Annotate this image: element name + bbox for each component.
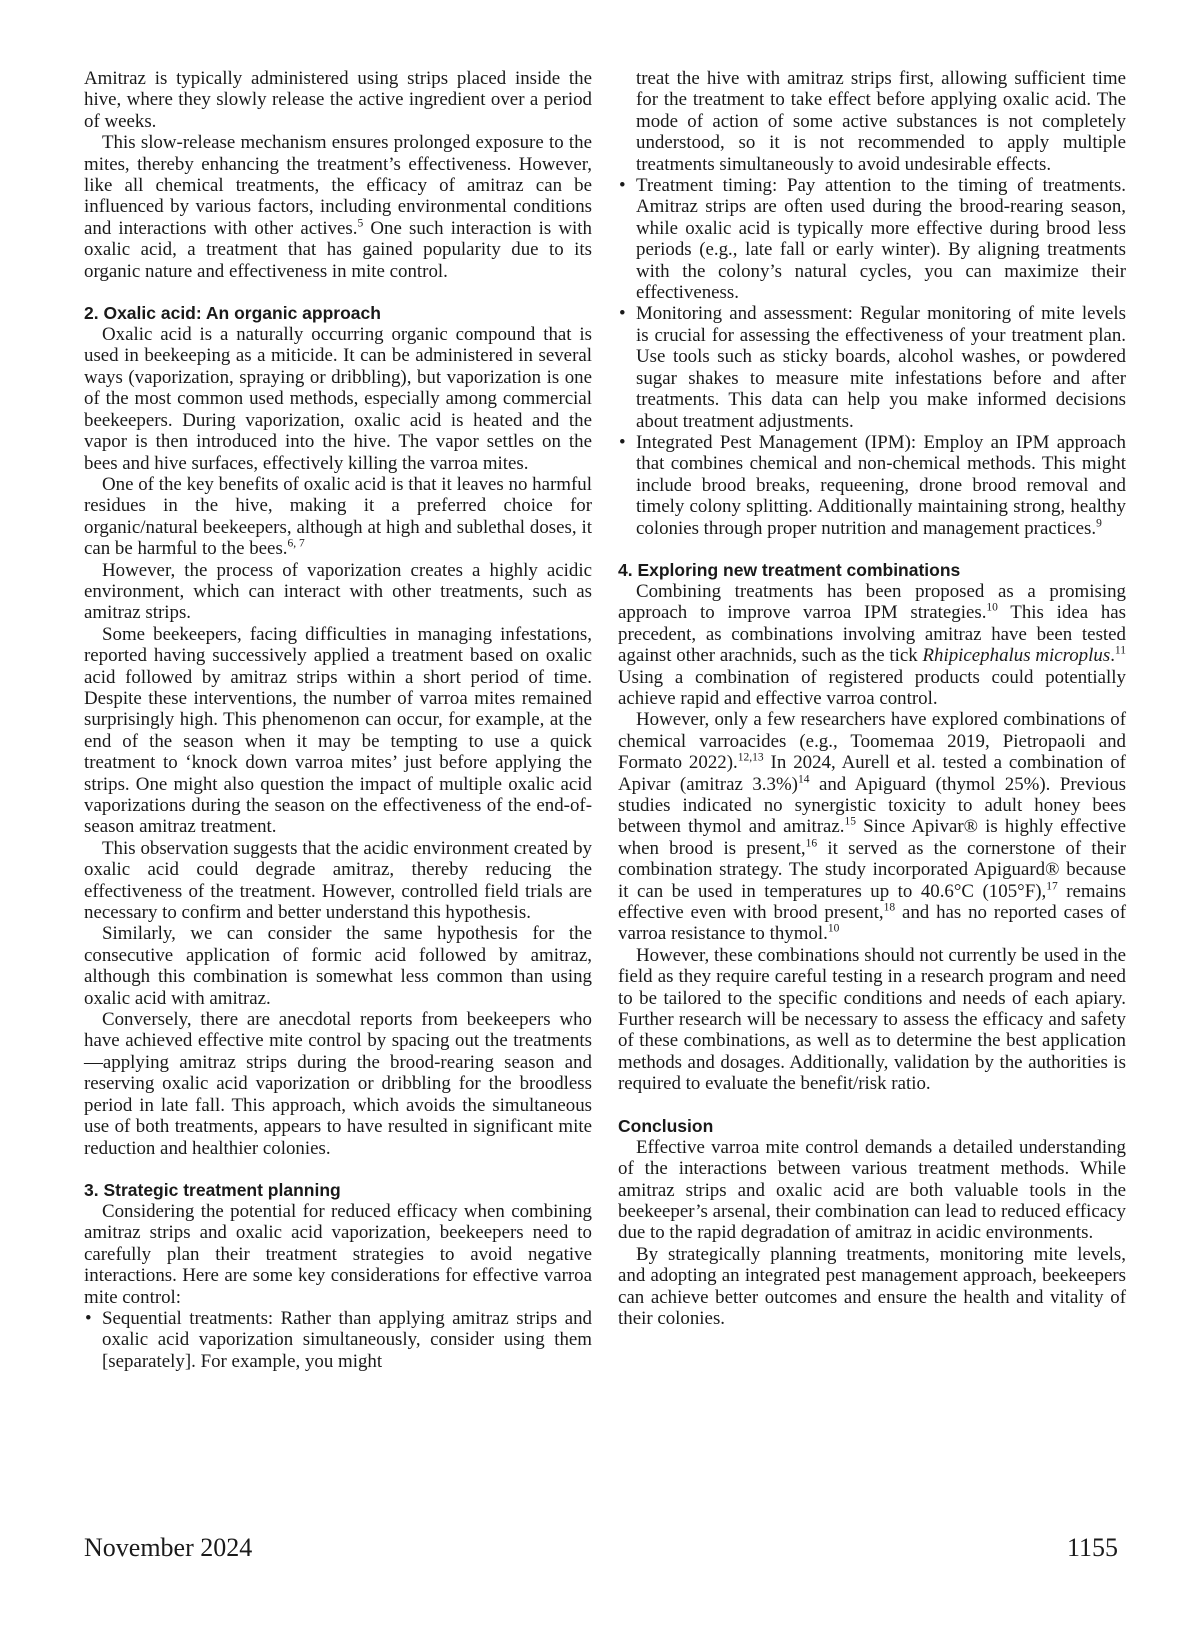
citation: 11 xyxy=(1114,644,1126,657)
citation: 15 xyxy=(844,816,856,829)
bullet-item: • Sequential treatments: Rather than applying amitraz strips and oxalic acid vaporization simultaneously, consider using them [separately]. For example, you might xyxy=(84,1308,592,1372)
paragraph: However, these combinations should not currently be used in the field as they require careful testing in a research program and need to be tailored to the specific conditions and needs of each apiary. Further research will be necessary to assess the efficacy and safety of these combinations, as well as to determine the best application methods and dosages. Additionally, validation by the authorities is required to evaluate the benefit/risk ratio. xyxy=(618,944,1126,1095)
section-heading: Conclusion xyxy=(618,1115,714,1136)
bullet-item: • Integrated Pest Management (IPM): Employ an IPM approach that combines chemical and non-chemical methods. This might include brood breaks, requeening, drone brood removal and timely colony splitting. Additionally maintaining strong, healthy colonies through proper nutrition and management practices.$^9$ xyxy=(618,432,1126,539)
citation: 9 xyxy=(1096,517,1102,530)
citation: 17 xyxy=(1046,880,1058,893)
section-heading: 2. Oxalic acid: An organic approach xyxy=(84,303,381,324)
citation: 18 xyxy=(883,901,896,914)
bullet-item: • Monitoring and assessment: Regular monitoring of mite levels is crucial for assessing the effectiveness of your treatment plan. Use tools such as sticky boards, alcohol washes, or powdered sugar shakes to measure mite infestations before and after treatments. This data can help you make informed decisions about treatment adjustments. xyxy=(618,303,1126,431)
citation: 16 xyxy=(805,837,818,850)
bullet-item: • Treatment timing: Pay attention to the timing of treatments. Amitraz strips are often used during the brood-rearing season, while oxalic acid is typically more effective during brood less periods (e.g., late fall or early winter). By aligning treatments with the colony’s natural cycles, you can maximize their effectiveness. xyxy=(618,175,1126,303)
paragraph: Oxalic acid is a naturally occurring organic compound that is used in beekeeping as a miticide. It can be administered in several ways (vaporization, spraying or dribbling), but vaporization is one of the most common used methods, especially among commercial beekeepers. During vaporization, oxalic acid is heated and the vapor is then introduced into the hive. The vapor settles on the bees and hive surfaces, effectively killing the varroa mites. xyxy=(84,324,592,474)
citation: 14 xyxy=(797,773,810,786)
citation: 5 xyxy=(357,217,364,230)
paragraph: Conversely, there are anecdotal reports from beekeepers who have achieved effective mite control by spacing out the treatments—applying amitraz strips during the brood-rearing season and reserving oxalic acid vaporization or dribbling for the broodless period in late fall. This approach, which avoids the simultaneous use of both treatments, appears to have resulted in significant mite reduction and healthier colonies. xyxy=(84,1009,592,1159)
issue-date: November 2024 xyxy=(84,1533,253,1562)
citation: 10 xyxy=(986,602,998,615)
left-column xyxy=(84,68,592,1372)
paragraph: By strategically planning treatments, monitoring mite levels, and adopting an integrated pest management approach, beekeepers can achieve better outcomes and ensure the health and vitality of their colonies. xyxy=(618,1243,1126,1329)
species-name: Rhipicephalus microplus xyxy=(922,645,1111,667)
right-column xyxy=(618,68,1126,1329)
paragraph: Amitraz is typically administered using strips placed inside the hive, where they slowly release the active ingredient over a period of weeks. xyxy=(84,68,592,132)
section-heading: 4. Exploring new treatment combinations xyxy=(618,559,961,580)
page-number: 1155 xyxy=(1066,1533,1118,1562)
bullet-item-continued: treat the hive with amitraz strips first, allowing sufficient time for the treatment to take effect before applying oxalic acid. The mode of action of some active substances is not completely understood, so it is not recommended to apply multiple treatments simultaneously to avoid undesirable effects. xyxy=(636,68,1126,175)
paragraph: Effective varroa mite control demands a detailed understanding of the interactions between various treatment methods. While amitraz strips and oxalic acid are both valuable tools in the beekeeper’s arsenal, their combination can lead to reduced efficacy due to the rapid degradation of amitraz in acidic environments. xyxy=(618,1136,1126,1244)
paragraph: However, only a few researchers have explored combinations of chemical varroacides (e.g., Toomemaa 2019, Pietropaoli and Formato 2022).$^{12,13}$ In 2024, Aurell et al. tested a combination of Apivar (amitraz 3.3%)$^{14}$ and Apiguard (thymol 25%). Previous studies indicated no synergistic toxicity to adult honey bees between thymol and amitraz.$^{15}$ Since Apivar® is highly effective when brood is present,$^{16}$ it served as the cornerstone of their combination strategy. The study incorporated Apiguard® because it can be used in temperatures up to 40.6°C (105°F),$^{17}$ remains effective even with brood present,$^{18}$ and has no reported cases of varroa resistance to thymol.$^{10}$ xyxy=(618,709,1126,945)
citation: 6, 7 xyxy=(287,537,305,550)
paragraph: Considering the potential for reduced efficacy when combining amitraz strips and oxalic acid vaporization, beekeepers need to carefully plan their treatment strategies to avoid negative interactions. Here are some key considerations for effective varroa mite control: xyxy=(84,1200,592,1308)
paragraph: This observation suggests that the acidic environment created by oxalic acid could degrade amitraz, thereby reducing the effectiveness of the treatment. However, controlled field trials are necessary to confirm and better understand this hypothesis. xyxy=(84,837,592,924)
bullet-list xyxy=(84,1308,592,1372)
paragraph: However, the process of vaporization creates a highly acidic environment, which can interact with other treatments, such as amitraz strips. xyxy=(84,559,592,624)
citation: 12,13 xyxy=(737,751,764,764)
section-heading: 3. Strategic treatment planning xyxy=(84,1179,341,1200)
paragraph: Some beekeepers, facing difficulties in managing infestations, reported having successively applied a treatment based on oxalic acid followed by amitraz strips within a short period of time. Despite these interventions, the number of varroa mites remained surprisingly high. This phenomenon can occur, for example, at the end of the season when it may be tempting to use a quick treatment to ‘knock down varroa mites’ just before applying the strips. One might also question the impact of multiple oxalic acid vaporizations during the season on the effectiveness of the end-of-season amitraz treatment. xyxy=(84,623,592,838)
paragraph: One of the key benefits of oxalic acid is that it leaves no harmful residues in the hive, making it a preferred choice for organic/natural beekeepers, although at high and sublethal doses, it can be harmful to the bees.$^{6, 7}$ xyxy=(84,473,592,560)
paragraph: Similarly, we can consider the same hypothesis for the consecutive application of formic acid followed by amitraz, although this combination is somewhat less common than using oxalic acid with amitraz. xyxy=(84,923,592,1009)
bullet-list xyxy=(618,68,1126,539)
paragraph: Combining treatments has been proposed as a promising approach to improve varroa IPM strategies.$^{10}$ This idea has precedent, as combinations involving amitraz have been tested against other arachnids, such as the tick Rhipicephalus microplus.$^{11}$ Using a combination of registered products could potentially achieve rapid and effective varroa control. xyxy=(618,580,1126,709)
citation: 10 xyxy=(827,923,840,936)
paragraph: This slow-release mechanism ensures prolonged exposure to the mites, thereby enhancing the treatment’s effectiveness. However, like all chemical treatments, the efficacy of amitraz can be influenced by various factors, including environmental conditions and interactions with other actives.$^5$ One such interaction is with oxalic acid, a treatment that has gained popularity due to its organic nature and effectiveness in mite control. xyxy=(84,132,592,282)
